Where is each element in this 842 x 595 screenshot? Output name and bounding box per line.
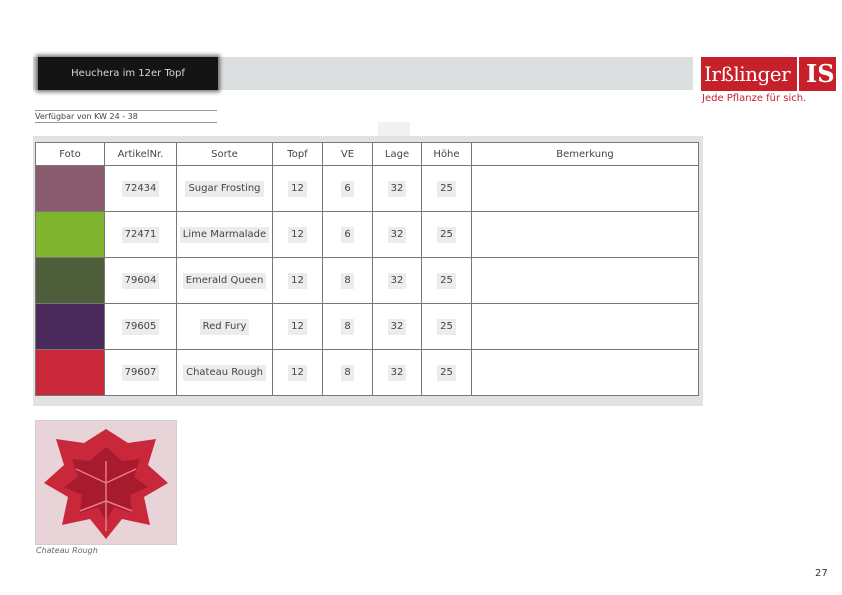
table-row xyxy=(36,350,699,396)
cell-topf xyxy=(273,166,323,212)
cell-bemerkung xyxy=(472,258,699,304)
feature-photo-caption: Chateau Rough xyxy=(36,546,98,555)
col-header-hoehe: Höhe xyxy=(422,143,472,166)
col-header-bemerkung: Bemerkung xyxy=(472,143,699,166)
cell-lage-text: 32 xyxy=(388,319,407,335)
cell-ve-text: 6 xyxy=(341,181,353,197)
col-header-topf: Topf xyxy=(273,143,323,166)
table-row xyxy=(36,304,699,350)
cell-sorte xyxy=(177,212,273,258)
cell-artikelnr-text: 72434 xyxy=(122,181,160,197)
cell-bemerkung xyxy=(472,212,699,258)
cell-sorte-text: Emerald Queen xyxy=(183,273,267,289)
logo-mark-icon: IS xyxy=(806,59,835,88)
plant-photo xyxy=(36,212,105,258)
plant-photo xyxy=(36,350,105,396)
cell-hoehe-text: 25 xyxy=(437,227,456,243)
plant-photo-image xyxy=(36,212,104,257)
cell-topf-text: 12 xyxy=(288,273,307,289)
cell-sorte-text: Lime Marmalade xyxy=(180,227,269,243)
cell-artikelnr xyxy=(105,166,177,212)
table-row xyxy=(36,258,699,304)
cell-hoehe-text: 25 xyxy=(437,273,456,289)
cell-hoehe-text: 25 xyxy=(437,181,456,197)
cell-ve xyxy=(323,258,373,304)
logo-separator xyxy=(797,57,799,91)
cell-artikelnr-text: 79605 xyxy=(122,319,160,335)
logo-name: Irßlinger xyxy=(704,62,791,86)
cell-artikelnr xyxy=(105,212,177,258)
cell-artikelnr xyxy=(105,350,177,396)
cell-topf-text: 12 xyxy=(288,181,307,197)
cell-topf-text: 12 xyxy=(288,365,307,381)
cell-artikelnr xyxy=(105,304,177,350)
plant-photo-image xyxy=(36,166,104,211)
cell-topf xyxy=(273,304,323,350)
cell-sorte-text: Sugar Frosting xyxy=(185,181,263,197)
cell-ve xyxy=(323,304,373,350)
leaf-photo-icon xyxy=(36,421,176,544)
cell-bemerkung xyxy=(472,166,699,212)
cell-sorte xyxy=(177,166,273,212)
feature-plant-photo xyxy=(35,420,177,545)
plant-photo xyxy=(36,166,105,212)
cell-sorte xyxy=(177,304,273,350)
cell-hoehe xyxy=(422,350,472,396)
cell-hoehe-text: 25 xyxy=(437,365,456,381)
page-number: 27 xyxy=(815,568,828,579)
col-header-artikelnr: ArtikelNr. xyxy=(105,143,177,166)
cell-topf-text: 12 xyxy=(288,227,307,243)
cell-hoehe xyxy=(422,212,472,258)
cell-ve-text: 8 xyxy=(341,319,353,335)
plant-photo-image xyxy=(36,350,104,395)
cell-artikelnr-text: 79607 xyxy=(122,365,160,381)
cell-artikelnr-text: 72471 xyxy=(122,227,160,243)
cell-ve xyxy=(323,350,373,396)
col-header-ve: VE xyxy=(323,143,373,166)
cell-topf-text: 12 xyxy=(288,319,307,335)
table-row xyxy=(36,212,699,258)
cell-hoehe xyxy=(422,304,472,350)
plant-photo-image xyxy=(36,258,104,303)
table-header-row xyxy=(36,143,699,166)
cell-sorte xyxy=(177,258,273,304)
col-header-sorte: Sorte xyxy=(177,143,273,166)
cell-ve xyxy=(323,212,373,258)
cell-topf xyxy=(273,258,323,304)
cell-sorte-text: Chateau Rough xyxy=(183,365,266,381)
cell-lage xyxy=(373,350,422,396)
cell-hoehe xyxy=(422,258,472,304)
plant-table xyxy=(35,142,699,396)
page-title: Heuchera im 12er Topf xyxy=(38,57,218,90)
cell-sorte-text: Red Fury xyxy=(200,319,250,335)
cell-topf xyxy=(273,212,323,258)
plant-photo-image xyxy=(36,304,104,349)
cell-ve-text: 8 xyxy=(341,273,353,289)
col-header-foto: Foto xyxy=(36,143,105,166)
cell-lage-text: 32 xyxy=(388,227,407,243)
cell-lage-text: 32 xyxy=(388,181,407,197)
cell-hoehe-text: 25 xyxy=(437,319,456,335)
availability-note: Verfügbar von KW 24 - 38 xyxy=(35,110,217,123)
cell-bemerkung xyxy=(472,304,699,350)
cell-lage xyxy=(373,258,422,304)
cell-ve-text: 6 xyxy=(341,227,353,243)
cell-artikelnr-text: 79604 xyxy=(122,273,160,289)
col-header-lage: Lage xyxy=(373,143,422,166)
cell-lage-text: 32 xyxy=(388,273,407,289)
plant-photo xyxy=(36,258,105,304)
cell-ve-text: 8 xyxy=(341,365,353,381)
cell-artikelnr xyxy=(105,258,177,304)
cell-sorte xyxy=(177,350,273,396)
cell-lage xyxy=(373,304,422,350)
cell-lage xyxy=(373,212,422,258)
cell-ve xyxy=(323,166,373,212)
logo-tagline: Jede Pflanze für sich. xyxy=(702,93,807,104)
cell-topf xyxy=(273,350,323,396)
cell-lage-text: 32 xyxy=(388,365,407,381)
cell-bemerkung xyxy=(472,350,699,396)
plant-photo xyxy=(36,304,105,350)
table-row xyxy=(36,166,699,212)
cell-lage xyxy=(373,166,422,212)
cell-hoehe xyxy=(422,166,472,212)
